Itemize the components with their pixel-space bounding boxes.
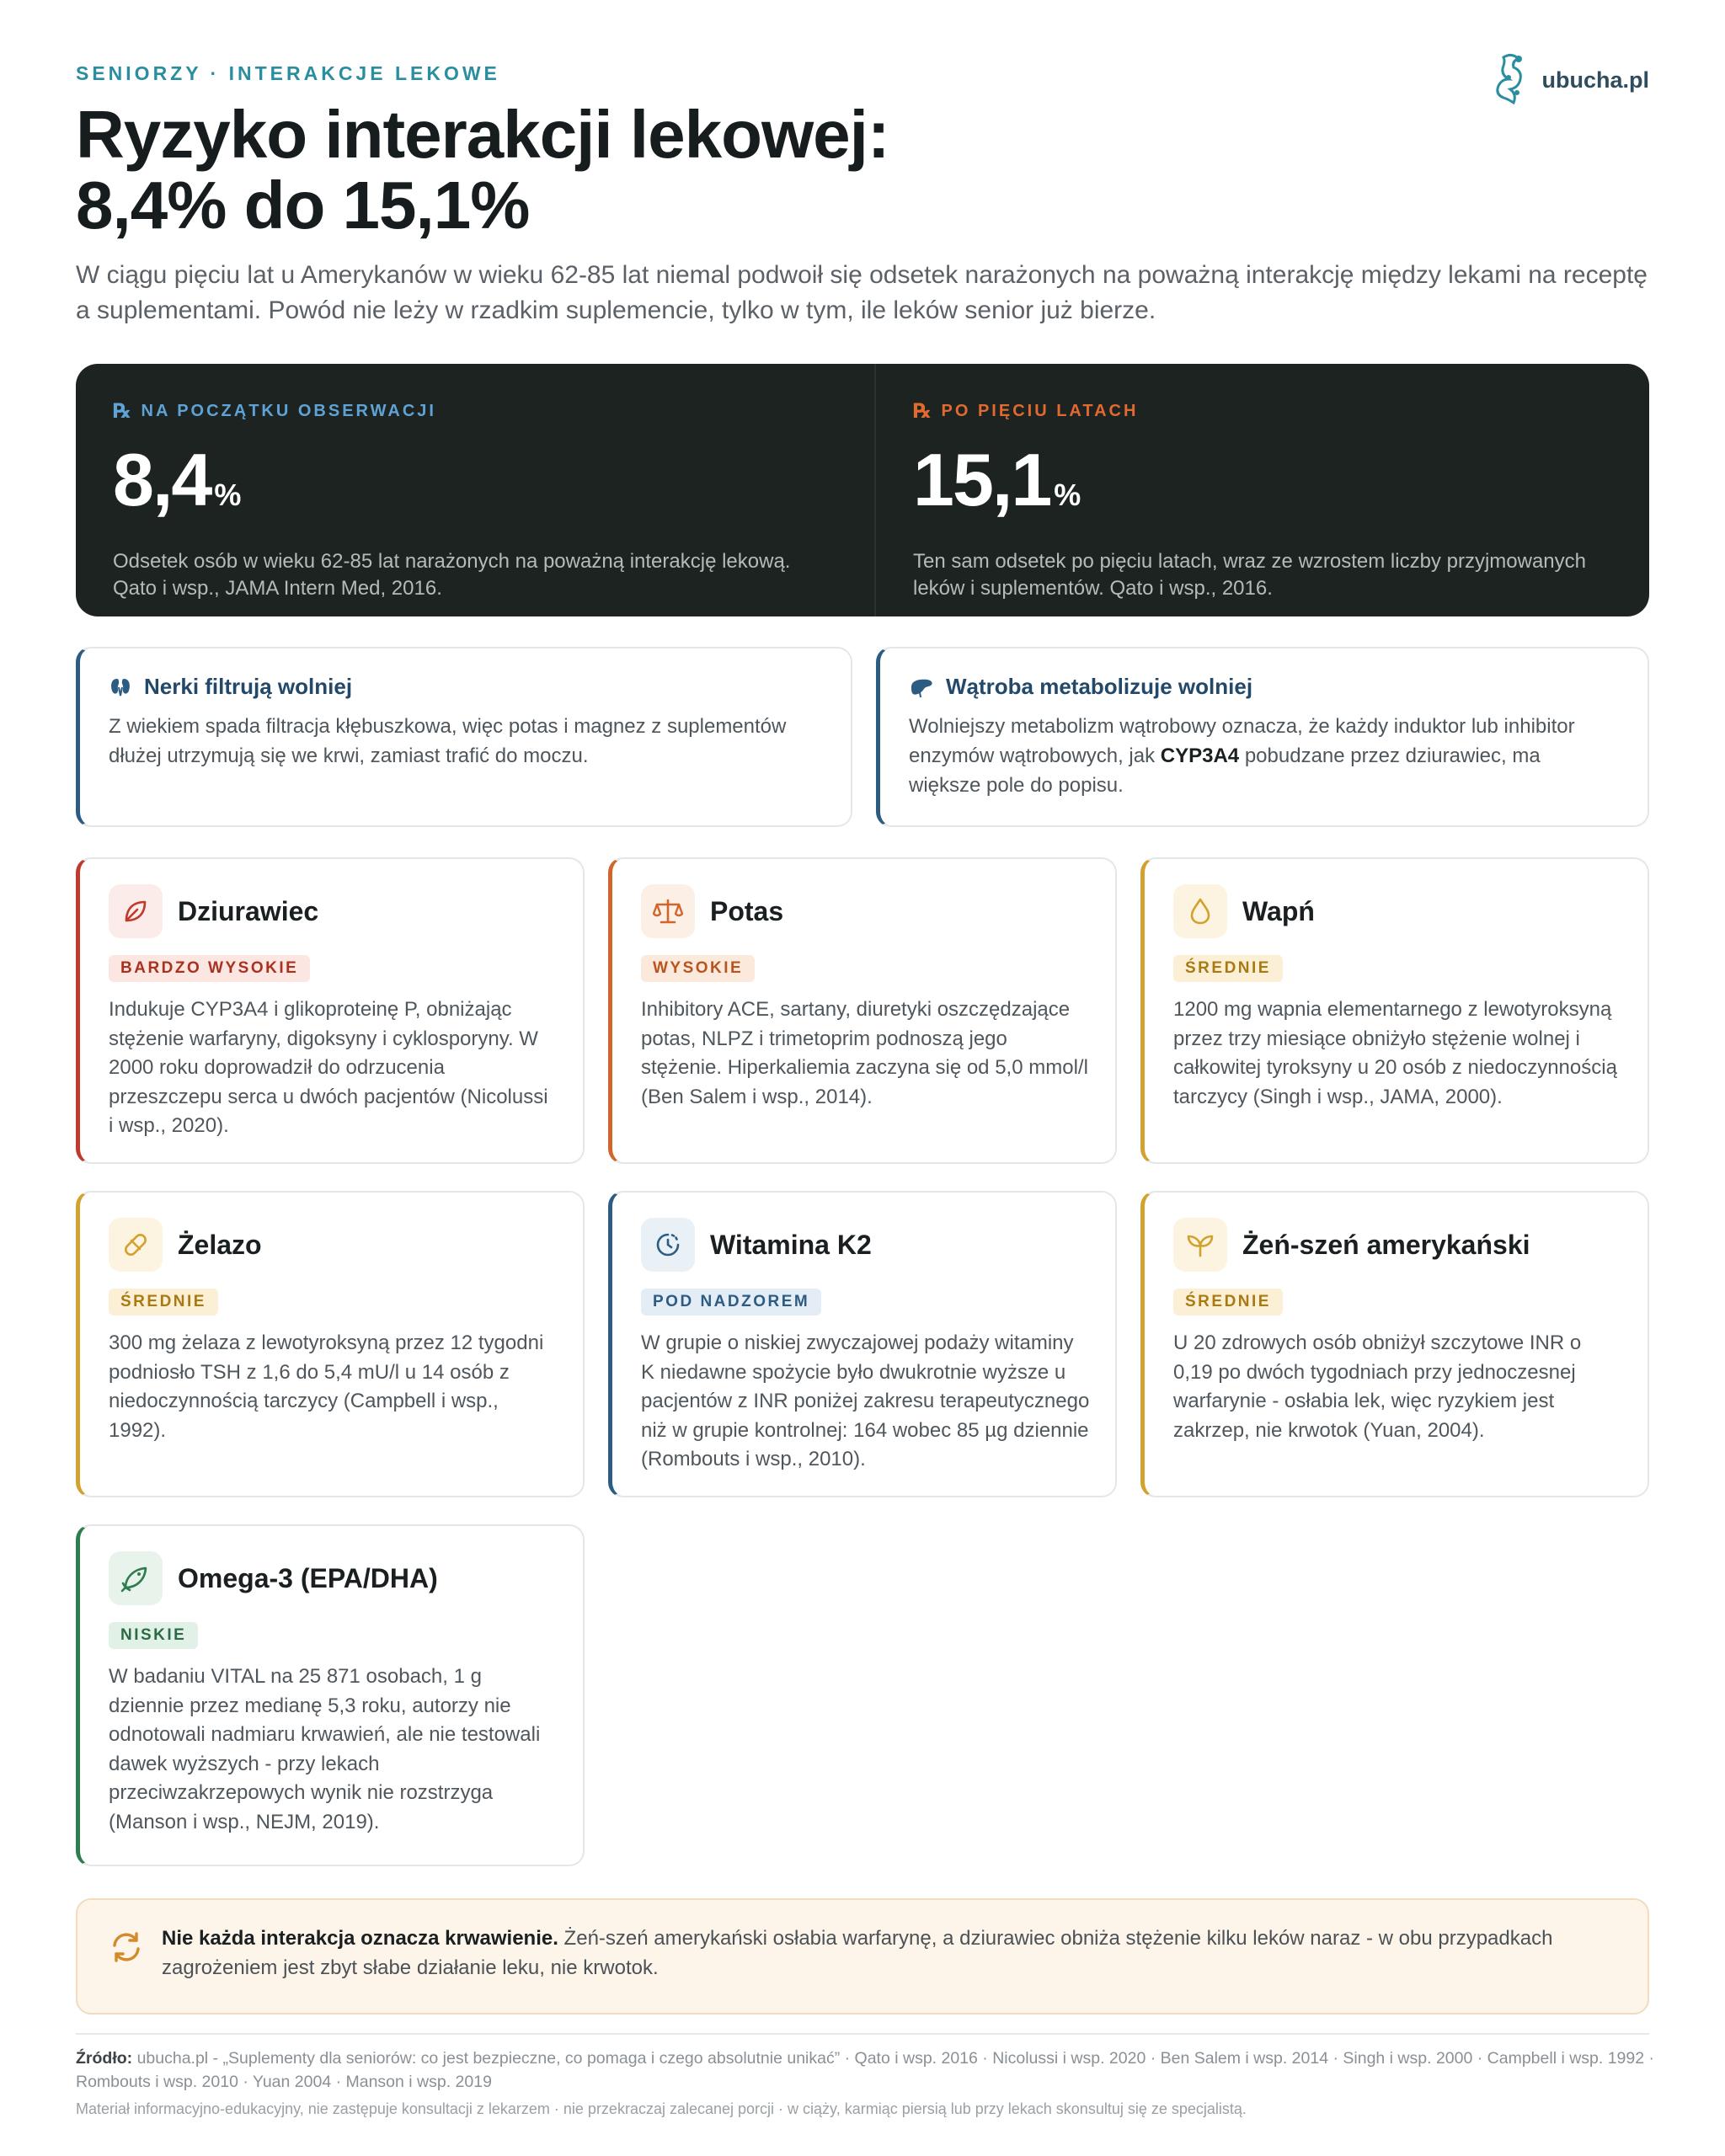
stat-baseline (76, 364, 874, 616)
card-text: W grupie o niskiej zwyczajowej podaży witaminy K niedawne spożycie było dwukrotnie wyższe u pacjentów z INR poniżej zakresu terapeutycznego niż w grupie kontrolnej: 164 wobec 85 µg dziennie (Rombouts i wsp., 2010). (641, 1331, 1090, 1470)
callout-bold: Nie każda interakcja oznacza krwawienie. (162, 1927, 558, 1950)
card-header (1173, 1218, 1622, 1272)
card-text: 300 mg żelaza z lewotyroksyną przez 12 tygodni podniosło TSH z 1,6 do 5,4 mU/l u 14 osób z niedoczynnością tarczycy (Campbell i wsp., 1992). (109, 1331, 544, 1442)
card-icon-box (1173, 1218, 1227, 1272)
card-icon-box (109, 884, 163, 938)
stat-label-text: NA POCZĄTKU OBSERWACJI (141, 402, 436, 420)
card-header (641, 884, 1090, 938)
reason-card-kidneys (76, 647, 852, 827)
card-header (641, 1218, 1090, 1272)
refresh-icon (108, 1929, 145, 1966)
stat-description: Ten sam odsetek po pięciu latach, wraz ze wzrostem liczby przyjmowanych leków i suplementów. Qato i wsp., 2016. (913, 550, 1586, 600)
leaf-icon (121, 897, 150, 926)
risk-badge: ŚREDNIE (1173, 955, 1283, 982)
card-title: Dziurawiec (178, 895, 319, 926)
supplement-card-wapn (1140, 857, 1649, 1164)
card-icon-box (641, 1218, 695, 1272)
enzyme-name: CYP3A4 (1160, 744, 1240, 767)
callout-note (76, 1898, 1649, 2015)
card-text: U 20 zdrowych osób obniżył szczytowe INR o 0,19 po dwóch tygodniach przy jednoczesnej warfarynie ‑ osłabia lek, więc ryzykiem jest zakrzep, nie krwotok (Yuan, 2004). (1173, 1331, 1582, 1442)
supplement-card-potas (608, 857, 1117, 1164)
card-icon-box (109, 1551, 163, 1605)
supplement-card-zelazo (76, 1191, 585, 1497)
brand-logo[interactable] (1493, 52, 1650, 108)
stat-label-text: PO PIĘCIU LATACH (941, 402, 1139, 420)
reason-title: Nerki filtrują wolniej (144, 674, 353, 699)
reason-text (909, 712, 1617, 800)
stat-value (113, 438, 837, 533)
lead-paragraph: W ciągu pięciu lat u Amerykanów w wieku 62‑85 lat niemal podwoił się odsetek narażonych na poważną interakcję między lekami na receptę a suplementami. Powód nie leży w rzadkim suplemencie, tylko w tym, ile leków senior już bierze. (76, 261, 1648, 324)
title-line-1: Ryzyko interakcji lekowej: (76, 97, 889, 172)
card-title: Omega‑3 (EPA/DHA) (178, 1562, 438, 1593)
card-title: Żeń‑szeń amerykański (1242, 1229, 1530, 1260)
card-title: Witamina K2 (710, 1229, 872, 1260)
stat-unit: % (214, 478, 242, 512)
supplement-card-dziurawiec (76, 857, 585, 1164)
stat-label (113, 399, 837, 424)
risk-badge: ŚREDNIE (1173, 1289, 1283, 1315)
clock-icon (654, 1230, 682, 1259)
prescription-icon: ℞ (913, 400, 932, 423)
footer-divider (76, 2033, 1649, 2035)
reason-text-part: Wolniejszy metabolizm wątrobowy oznacza, że każdy induktor lub inhibitor enzymów wątrobowych, jak (909, 715, 1575, 767)
reason-card-liver (876, 647, 1649, 827)
page-title (76, 99, 889, 241)
supplement-card-witamina-k2 (608, 1191, 1117, 1497)
card-title: Potas (710, 895, 784, 926)
risk-badge: WYSOKIE (641, 955, 755, 982)
reason-text: Z wiekiem spada filtracja kłębuszkowa, więc potas i magnez z suplementów dłużej utrzymują się we krwi, zamiast trafić do moczu. (109, 715, 787, 767)
risk-badge: NISKIE (109, 1622, 198, 1649)
drop-icon (1188, 897, 1213, 926)
card-header (1173, 884, 1622, 938)
sprout-icon (1185, 1230, 1215, 1259)
source-label: Źródło: (76, 2049, 133, 2068)
risk-badge: ŚREDNIE (109, 1289, 218, 1315)
card-icon-box (641, 884, 695, 938)
card-icon-box (109, 1218, 163, 1272)
stat-description: Odsetek osób w wieku 62‑85 lat narażonych na poważną interakcję lekową. Qato i wsp., JAMA Intern Med, 2016. (113, 550, 791, 600)
stat-after-five-years (874, 364, 1674, 616)
risk-badge: BARDZO WYSOKIE (109, 955, 310, 982)
eyebrow-label: SENIORZY · INTERAKCJE LEKOWE (76, 62, 500, 84)
card-title: Wapń (1242, 895, 1315, 926)
card-text: W badaniu VITAL na 25 871 osobach, 1 g dziennie przez medianę 5,3 roku, autorzy nie odnotowali nadmiaru krwawień, ale nie testowali dawek wyższych ‑ przy lekach przeciwzakrzepowych wynik nie rozstrzyga (Manson i wsp., NEJM, 2019). (109, 1665, 541, 1833)
source-text: ubucha.pl ‑ „Suplementy dla seniorów: co jest bezpieczne, co pomaga i czego absolutnie unikać” · Qato i wsp. 2016 · Nicolussi i wsp. 2020 · Ben Salem i wsp. 2014 · Singh i wsp. 2000 · Campbell i wsp. 1992 · Rombouts i wsp. 2010 · Yuan 2004 · Manson i wsp. 2019 (76, 2049, 1655, 2091)
reason-text-part: pobudzane przez dziurawiec, ma większe pole do popisu. (909, 744, 1541, 797)
card-text: 1200 mg wapnia elementarnego z lewotyroksyną przez trzy miesiące obniżyło stężenie wolnej i całkowitej tyroksyny u 20 osób z niedoczynnością tarczycy (Singh i wsp., JAMA, 2000). (1173, 998, 1617, 1108)
card-text: Indukuje CYP3A4 i glikoproteinę P, obniżając stężenie warfaryny, digoksyny i cyklosporyny. W 2000 roku doprowadził do odrzucenia przeszczepu serca u dwóch pacjentów (Nicolussi i wsp., 2020). (109, 998, 548, 1137)
brand-name: ubucha.pl (1541, 67, 1649, 93)
stat-number: 15,1 (913, 438, 1051, 521)
title-line-2: 8,4% do 15,1% (76, 168, 530, 243)
supplement-card-omega-3 (76, 1524, 585, 1866)
callout-text (162, 1924, 1614, 1983)
pill-icon (121, 1230, 150, 1259)
liver-icon (909, 675, 934, 699)
stat-label (913, 399, 1637, 424)
disclaimer: Materiał informacyjno‑edukacyjny, nie zastępuje konsultacji z lekarzem · nie przekraczaj zalecanej porcji · w ciąży, karmiąc piersią lub przy lekach skonsultuj się ze specjalistą. (76, 2100, 1247, 2117)
stat-unit: % (1054, 478, 1081, 512)
kidneys-icon (109, 675, 132, 699)
reason-title: Wątroba metabolizuje wolniej (946, 674, 1253, 699)
prescription-icon: ℞ (113, 400, 131, 423)
card-title: Żelazo (178, 1229, 262, 1260)
reason-heading (109, 674, 820, 700)
card-header (109, 1218, 558, 1272)
fish-icon (120, 1564, 151, 1593)
card-header (109, 1551, 558, 1605)
reason-heading (909, 674, 1617, 700)
scale-icon (653, 897, 683, 926)
risk-badge: POD NADZOREM (641, 1289, 821, 1315)
source-line (76, 2047, 1659, 2094)
callout-body: Żeń‑szeń amerykański osłabia warfarynę, a dziurawiec obniża stężenie kilku leków naraz ‑ w obu przypadkach zagrożeniem jest zbyt słabe działanie leku, nie krwotok. (162, 1927, 1553, 1979)
supplement-card-zen-szen (1140, 1191, 1649, 1497)
stats-panel (76, 364, 1649, 616)
stat-value (913, 438, 1637, 533)
card-header (109, 884, 558, 938)
card-icon-box (1173, 884, 1227, 938)
stat-number: 8,4 (113, 438, 211, 521)
card-text: Inhibitory ACE, sartany, diuretyki oszczędzające potas, NLPZ i trimetoprim podnoszą jego stężenie. Hiperkaliemia zaczyna się od 5,0 mmol/l (Ben Salem i wsp., 2014). (641, 998, 1088, 1108)
kombucha-logo-icon (1493, 52, 1532, 108)
